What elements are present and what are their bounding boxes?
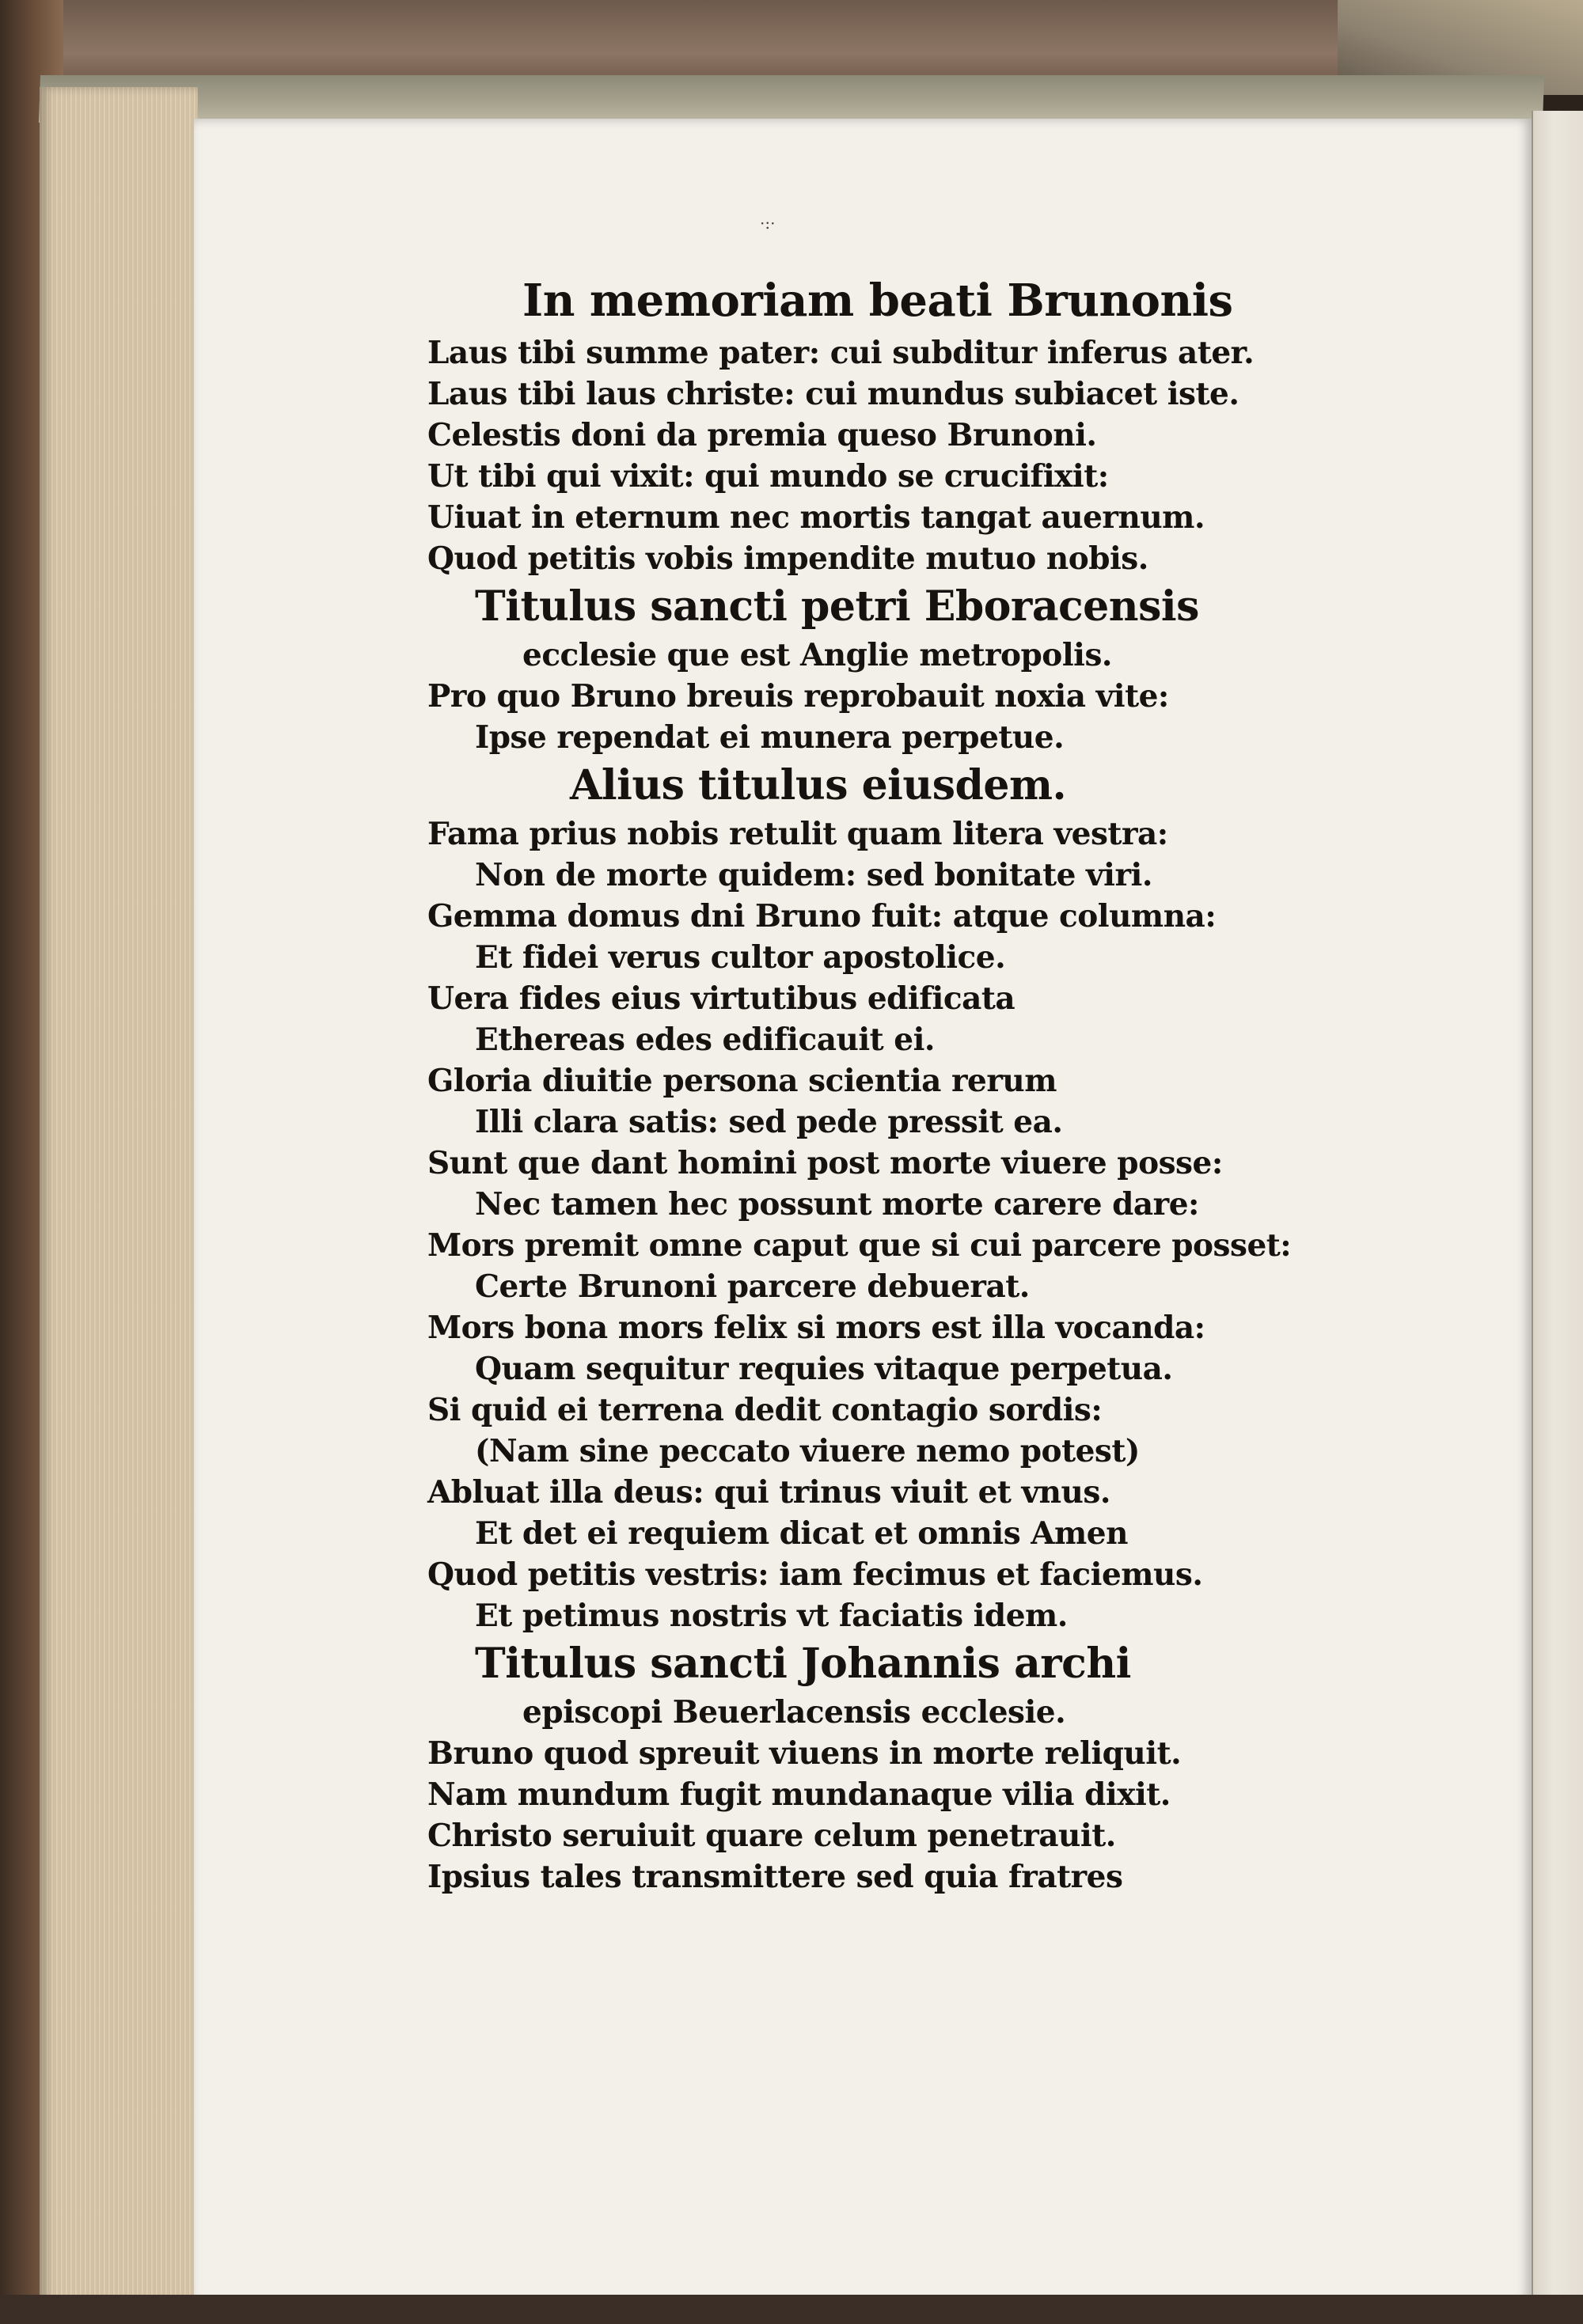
verse-line: Quod petitis vestris: iam fecimus et faciemus.: [427, 1556, 1203, 1593]
verse-line: Nec tamen hec possunt morte carere dare:: [475, 1186, 1199, 1223]
verse-line: Quod petitis vobis impendite mutuo nobis.: [427, 540, 1148, 577]
verse-line: Mors bona mors felix si mors est illa vocanda:: [427, 1310, 1205, 1346]
poem-section-4: [427, 1733, 1330, 1897]
section-title-1: Titulus sancti petri Eboracensis: [475, 582, 1199, 631]
poem-section-1: [427, 332, 1330, 579]
page-text: [427, 269, 1330, 1915]
ink-speck: ·:·: [760, 214, 776, 233]
verse-line: Ipsius tales transmittere sed quia fratres: [427, 1859, 1123, 1895]
section-title-3: Titulus sancti Johannis archi: [475, 1640, 1131, 1688]
verse-line: Gemma domus dni Bruno fuit: atque columna:: [427, 898, 1217, 935]
verse-line: Fama prius nobis retulit quam litera vestra:: [427, 816, 1168, 852]
verse-line: Pro quo Bruno breuis reprobauit noxia vite:: [427, 678, 1169, 715]
verse-line: Quam sequitur requies vitaque perpetua.: [475, 1351, 1173, 1387]
verse-line: Uiuat in eternum nec mortis tangat auernum.: [427, 499, 1205, 536]
verse-line: Nam mundum fugit mundanaque vilia dixit.: [427, 1776, 1171, 1813]
section-title-3-continuation: episcopi Beuerlacensis ecclesie.: [522, 1694, 1066, 1731]
verse-line: Ipse rependat ei munera perpetue.: [475, 719, 1065, 756]
verse-line: Laus tibi summe pater: cui subditur inferus ater.: [427, 335, 1255, 371]
poem-section-3: [427, 813, 1330, 1636]
verse-line: Non de morte quidem: sed bonitate viri.: [475, 857, 1152, 893]
page-stack-edges: [40, 87, 198, 2303]
verse-line: Gloria diuitie persona scientia rerum: [427, 1063, 1057, 1099]
verse-line: Et petimus nostris vt faciatis idem.: [475, 1598, 1068, 1634]
verse-line: Christo seruiuit quare celum penetrauit.: [427, 1818, 1116, 1854]
verse-line: Bruno quod spreuit viuens in morte reliquit.: [427, 1735, 1182, 1772]
verse-line: Ethereas edes edificauit ei.: [475, 1022, 935, 1058]
verse-line: Celestis doni da premia queso Brunoni.: [427, 417, 1097, 453]
verse-line: Ut tibi qui vixit: qui mundo se crucifixit:: [427, 458, 1109, 495]
verse-line: Mors premit omne caput que si cui parcere posset:: [427, 1227, 1292, 1264]
verse-line: Sunt que dant homini post morte viuere posse:: [427, 1145, 1223, 1181]
page-stack-top-edge: [39, 75, 1544, 123]
verse-line: Illi clara satis: sed pede pressit ea.: [475, 1104, 1063, 1140]
verse-line: Uera fides eius virtutibus edificata: [427, 980, 1015, 1017]
poem-section-2: [427, 676, 1330, 758]
verse-line: Laus tibi laus christe: cui mundus subiacet iste.: [427, 376, 1239, 412]
verse-line: (Nam sine peccato viuere nemo potest): [475, 1433, 1140, 1469]
verse-line: Abluat illa deus: qui trinus viuit et vnus.: [427, 1474, 1110, 1511]
section-title-2: Alius titulus eiusdem.: [570, 761, 1067, 809]
verse-line: Et det ei requiem dicat et omnis Amen: [475, 1515, 1128, 1552]
verse-line: Si quid ei terrena dedit contagio sordis:: [427, 1392, 1103, 1428]
facing-page-edge: [1532, 111, 1583, 2295]
section-title-1-continuation: ecclesie que est Anglie metropolis.: [522, 637, 1112, 673]
page-heading: In memoriam beati Brunonis: [522, 275, 1233, 327]
verse-line: Et fidei verus cultor apostolice.: [475, 939, 1006, 976]
verse-line: Certe Brunoni parcere debuerat.: [475, 1268, 1030, 1305]
